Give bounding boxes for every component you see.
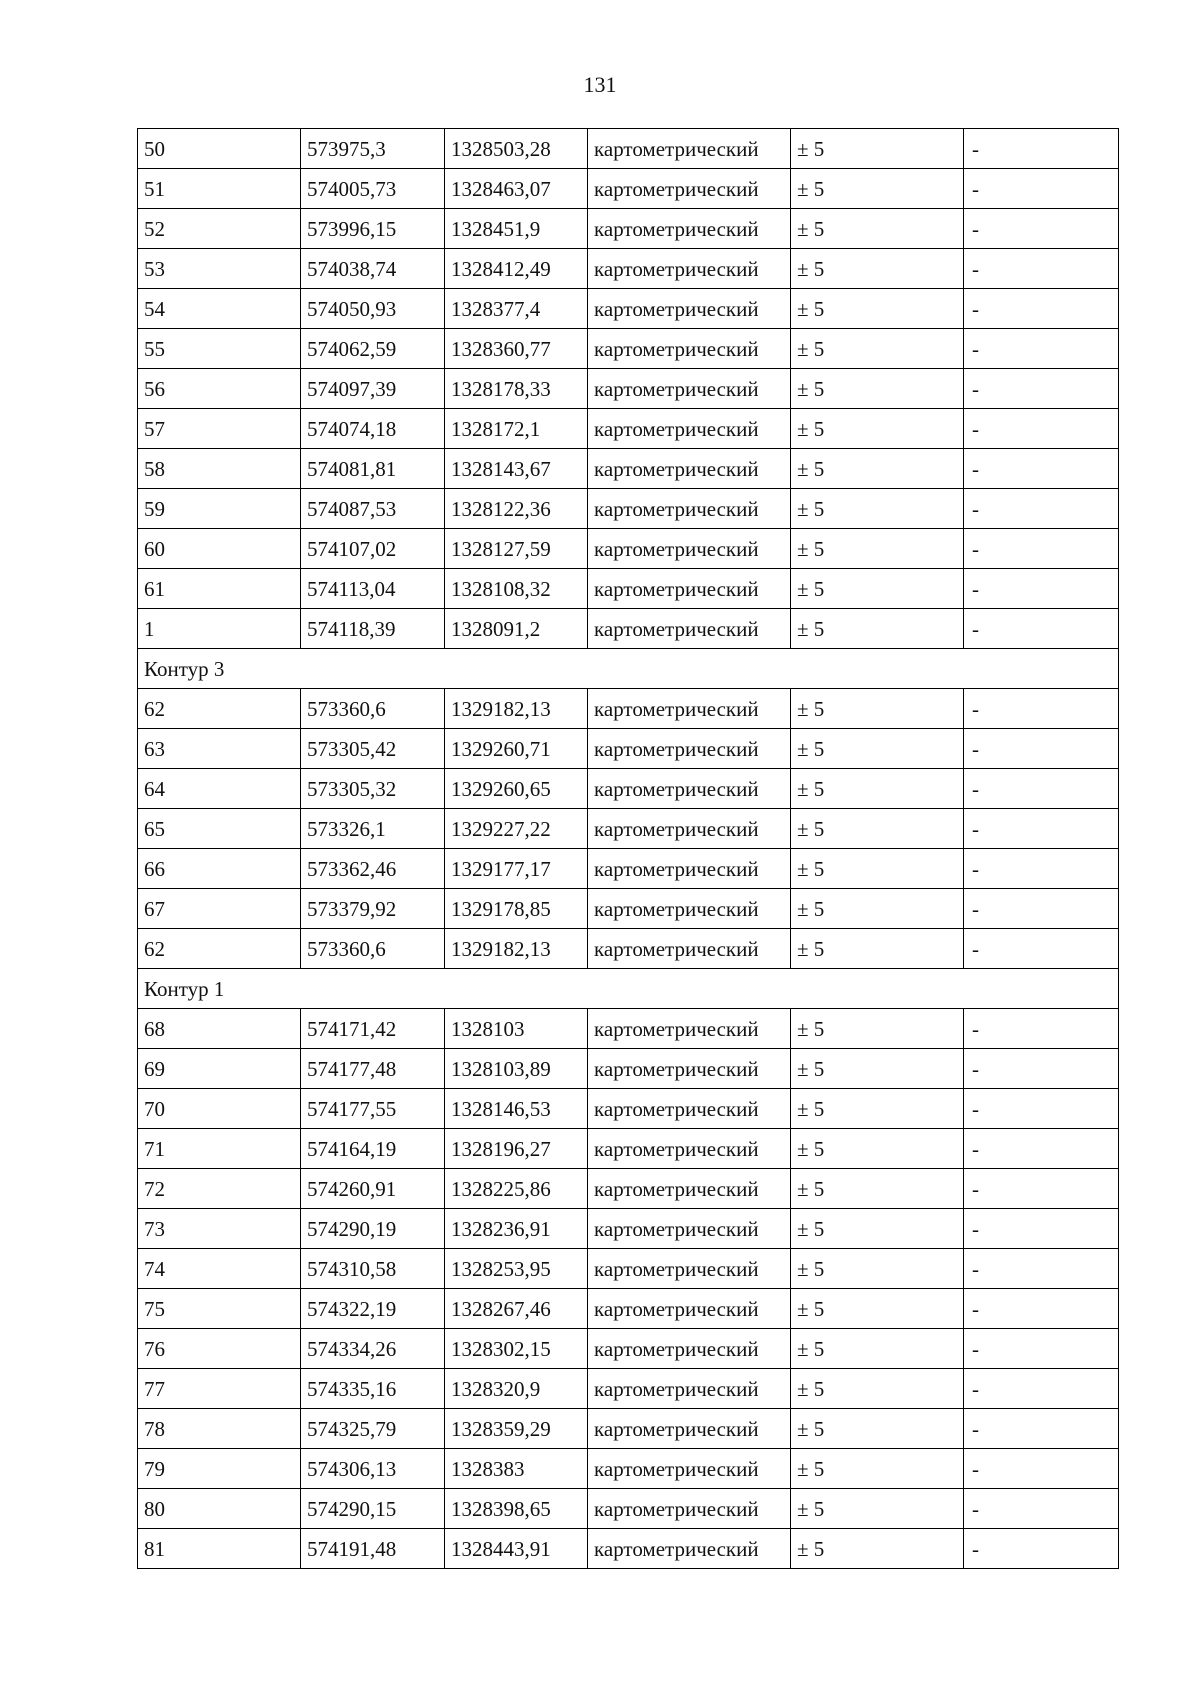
table-row: [138, 369, 1119, 409]
method-cell: картометрический: [588, 369, 791, 409]
y-coordinate-cell: 1328091,2: [445, 609, 588, 649]
table-row: [138, 1369, 1119, 1409]
accuracy-cell: ± 5: [791, 1169, 964, 1209]
table-row: [138, 529, 1119, 569]
y-coordinate-cell: 1328108,32: [445, 569, 588, 609]
x-coordinate-cell: 574260,91: [301, 1169, 445, 1209]
point-number-cell: 73: [138, 1209, 301, 1249]
description-cell: -: [964, 769, 1119, 809]
y-coordinate-cell: 1328172,1: [445, 409, 588, 449]
x-coordinate-cell: 574334,26: [301, 1329, 445, 1369]
method-cell: картометрический: [588, 329, 791, 369]
table-row: [138, 289, 1119, 329]
method-cell: картометрический: [588, 929, 791, 969]
accuracy-cell: ± 5: [791, 1209, 964, 1249]
y-coordinate-cell: 1328103: [445, 1009, 588, 1049]
description-cell: -: [964, 689, 1119, 729]
point-number-cell: 57: [138, 409, 301, 449]
method-cell: картометрический: [588, 849, 791, 889]
y-coordinate-cell: 1328360,77: [445, 329, 588, 369]
point-number-cell: 80: [138, 1489, 301, 1529]
table-row: [138, 1089, 1119, 1129]
point-number-cell: 50: [138, 129, 301, 169]
accuracy-cell: ± 5: [791, 529, 964, 569]
x-coordinate-cell: 574005,73: [301, 169, 445, 209]
table-row: [138, 569, 1119, 609]
accuracy-cell: ± 5: [791, 1129, 964, 1169]
x-coordinate-cell: 574171,42: [301, 1009, 445, 1049]
accuracy-cell: ± 5: [791, 849, 964, 889]
point-number-cell: 63: [138, 729, 301, 769]
accuracy-cell: ± 5: [791, 209, 964, 249]
method-cell: картометрический: [588, 809, 791, 849]
table-row: [138, 1249, 1119, 1289]
method-cell: картометрический: [588, 249, 791, 289]
method-cell: картометрический: [588, 889, 791, 929]
table-row: [138, 409, 1119, 449]
table-row: [138, 769, 1119, 809]
method-cell: картометрический: [588, 689, 791, 729]
point-number-cell: 77: [138, 1369, 301, 1409]
point-number-cell: 60: [138, 529, 301, 569]
accuracy-cell: ± 5: [791, 369, 964, 409]
accuracy-cell: ± 5: [791, 1529, 964, 1569]
method-cell: картометрический: [588, 1089, 791, 1129]
description-cell: -: [964, 329, 1119, 369]
description-cell: -: [964, 809, 1119, 849]
x-coordinate-cell: 574290,15: [301, 1489, 445, 1529]
x-coordinate-cell: 574074,18: [301, 409, 445, 449]
y-coordinate-cell: 1328463,07: [445, 169, 588, 209]
method-cell: картометрический: [588, 1329, 791, 1369]
description-cell: -: [964, 1009, 1119, 1049]
method-cell: картометрический: [588, 169, 791, 209]
accuracy-cell: ± 5: [791, 689, 964, 729]
description-cell: -: [964, 449, 1119, 489]
method-cell: картометрический: [588, 449, 791, 489]
method-cell: картометрический: [588, 1049, 791, 1089]
y-coordinate-cell: 1328443,91: [445, 1529, 588, 1569]
method-cell: картометрический: [588, 1209, 791, 1249]
y-coordinate-cell: 1328412,49: [445, 249, 588, 289]
description-cell: -: [964, 529, 1119, 569]
method-cell: картометрический: [588, 1009, 791, 1049]
y-coordinate-cell: 1328377,4: [445, 289, 588, 329]
y-coordinate-cell: 1328398,65: [445, 1489, 588, 1529]
point-number-cell: 66: [138, 849, 301, 889]
section-row: [138, 969, 1119, 1009]
table-row: [138, 609, 1119, 649]
x-coordinate-cell: 574081,81: [301, 449, 445, 489]
accuracy-cell: ± 5: [791, 169, 964, 209]
point-number-cell: 75: [138, 1289, 301, 1329]
description-cell: -: [964, 1129, 1119, 1169]
method-cell: картометрический: [588, 769, 791, 809]
y-coordinate-cell: 1328236,91: [445, 1209, 588, 1249]
point-number-cell: 76: [138, 1329, 301, 1369]
method-cell: картометрический: [588, 1289, 791, 1329]
point-number-cell: 53: [138, 249, 301, 289]
x-coordinate-cell: 574290,19: [301, 1209, 445, 1249]
description-cell: -: [964, 1169, 1119, 1209]
y-coordinate-cell: 1328253,95: [445, 1249, 588, 1289]
accuracy-cell: ± 5: [791, 1289, 964, 1329]
table-row: [138, 849, 1119, 889]
method-cell: картометрический: [588, 729, 791, 769]
x-coordinate-cell: 573360,6: [301, 689, 445, 729]
x-coordinate-cell: 574113,04: [301, 569, 445, 609]
x-coordinate-cell: 574107,02: [301, 529, 445, 569]
x-coordinate-cell: 574177,48: [301, 1049, 445, 1089]
table-row: [138, 449, 1119, 489]
accuracy-cell: ± 5: [791, 449, 964, 489]
description-cell: -: [964, 1289, 1119, 1329]
accuracy-cell: ± 5: [791, 769, 964, 809]
point-number-cell: 61: [138, 569, 301, 609]
accuracy-cell: ± 5: [791, 1449, 964, 1489]
section-label: Контур 3: [138, 649, 1119, 689]
description-cell: -: [964, 289, 1119, 329]
accuracy-cell: ± 5: [791, 409, 964, 449]
y-coordinate-cell: 1329182,13: [445, 929, 588, 969]
accuracy-cell: ± 5: [791, 569, 964, 609]
table-row: [138, 329, 1119, 369]
method-cell: картометрический: [588, 1409, 791, 1449]
table-row: [138, 929, 1119, 969]
accuracy-cell: ± 5: [791, 889, 964, 929]
y-coordinate-cell: 1328503,28: [445, 129, 588, 169]
accuracy-cell: ± 5: [791, 1089, 964, 1129]
table-row: [138, 1409, 1119, 1449]
table-row: [138, 249, 1119, 289]
table-row: [138, 1289, 1119, 1329]
x-coordinate-cell: 573326,1: [301, 809, 445, 849]
table-row: [138, 889, 1119, 929]
accuracy-cell: ± 5: [791, 809, 964, 849]
table-row: [138, 169, 1119, 209]
y-coordinate-cell: 1328103,89: [445, 1049, 588, 1089]
y-coordinate-cell: 1328196,27: [445, 1129, 588, 1169]
accuracy-cell: ± 5: [791, 929, 964, 969]
table-row: [138, 1449, 1119, 1489]
accuracy-cell: ± 5: [791, 1489, 964, 1529]
x-coordinate-cell: 574306,13: [301, 1449, 445, 1489]
point-number-cell: 67: [138, 889, 301, 929]
point-number-cell: 64: [138, 769, 301, 809]
accuracy-cell: ± 5: [791, 329, 964, 369]
x-coordinate-cell: 573305,42: [301, 729, 445, 769]
method-cell: картометрический: [588, 1249, 791, 1289]
y-coordinate-cell: 1329177,17: [445, 849, 588, 889]
method-cell: картометрический: [588, 569, 791, 609]
coordinates-table-body: [138, 129, 1119, 1569]
description-cell: -: [964, 1049, 1119, 1089]
description-cell: -: [964, 1449, 1119, 1489]
method-cell: картометрический: [588, 1449, 791, 1489]
coordinates-table: [137, 128, 1119, 1569]
page-number: 131: [583, 72, 617, 97]
point-number-cell: 68: [138, 1009, 301, 1049]
y-coordinate-cell: 1328267,46: [445, 1289, 588, 1329]
point-number-cell: 62: [138, 929, 301, 969]
method-cell: картометрический: [588, 609, 791, 649]
table-row: [138, 1049, 1119, 1089]
description-cell: -: [964, 169, 1119, 209]
description-cell: -: [964, 249, 1119, 289]
x-coordinate-cell: 573360,6: [301, 929, 445, 969]
point-number-cell: 79: [138, 1449, 301, 1489]
method-cell: картометрический: [588, 1169, 791, 1209]
table-row: [138, 1009, 1119, 1049]
y-coordinate-cell: 1328225,86: [445, 1169, 588, 1209]
x-coordinate-cell: 574335,16: [301, 1369, 445, 1409]
x-coordinate-cell: 574097,39: [301, 369, 445, 409]
x-coordinate-cell: 574325,79: [301, 1409, 445, 1449]
method-cell: картометрический: [588, 129, 791, 169]
accuracy-cell: ± 5: [791, 1009, 964, 1049]
y-coordinate-cell: 1328359,29: [445, 1409, 588, 1449]
accuracy-cell: ± 5: [791, 609, 964, 649]
description-cell: -: [964, 889, 1119, 929]
method-cell: картометрический: [588, 1369, 791, 1409]
table-row: [138, 809, 1119, 849]
accuracy-cell: ± 5: [791, 249, 964, 289]
point-number-cell: 62: [138, 689, 301, 729]
description-cell: -: [964, 1089, 1119, 1129]
point-number-cell: 52: [138, 209, 301, 249]
description-cell: -: [964, 1249, 1119, 1289]
y-coordinate-cell: 1329260,65: [445, 769, 588, 809]
x-coordinate-cell: 574118,39: [301, 609, 445, 649]
accuracy-cell: ± 5: [791, 1249, 964, 1289]
point-number-cell: 59: [138, 489, 301, 529]
point-number-cell: 72: [138, 1169, 301, 1209]
x-coordinate-cell: 574164,19: [301, 1129, 445, 1169]
point-number-cell: 78: [138, 1409, 301, 1449]
y-coordinate-cell: 1328122,36: [445, 489, 588, 529]
description-cell: -: [964, 849, 1119, 889]
accuracy-cell: ± 5: [791, 289, 964, 329]
point-number-cell: 74: [138, 1249, 301, 1289]
table-row: [138, 1169, 1119, 1209]
method-cell: картометрический: [588, 409, 791, 449]
description-cell: -: [964, 569, 1119, 609]
point-number-cell: 51: [138, 169, 301, 209]
x-coordinate-cell: 573305,32: [301, 769, 445, 809]
x-coordinate-cell: 574322,19: [301, 1289, 445, 1329]
point-number-cell: 81: [138, 1529, 301, 1569]
description-cell: -: [964, 489, 1119, 529]
point-number-cell: 56: [138, 369, 301, 409]
point-number-cell: 55: [138, 329, 301, 369]
point-number-cell: 1: [138, 609, 301, 649]
x-coordinate-cell: 574191,48: [301, 1529, 445, 1569]
method-cell: картометрический: [588, 489, 791, 529]
x-coordinate-cell: 574310,58: [301, 1249, 445, 1289]
x-coordinate-cell: 574177,55: [301, 1089, 445, 1129]
x-coordinate-cell: 573975,3: [301, 129, 445, 169]
x-coordinate-cell: 573362,46: [301, 849, 445, 889]
y-coordinate-cell: 1329227,22: [445, 809, 588, 849]
y-coordinate-cell: 1328451,9: [445, 209, 588, 249]
section-row: [138, 649, 1119, 689]
description-cell: -: [964, 1409, 1119, 1449]
description-cell: -: [964, 729, 1119, 769]
x-coordinate-cell: 574038,74: [301, 249, 445, 289]
point-number-cell: 58: [138, 449, 301, 489]
x-coordinate-cell: 574050,93: [301, 289, 445, 329]
y-coordinate-cell: 1328146,53: [445, 1089, 588, 1129]
accuracy-cell: ± 5: [791, 1049, 964, 1089]
accuracy-cell: ± 5: [791, 129, 964, 169]
y-coordinate-cell: 1328143,67: [445, 449, 588, 489]
y-coordinate-cell: 1328383: [445, 1449, 588, 1489]
accuracy-cell: ± 5: [791, 1409, 964, 1449]
method-cell: картометрический: [588, 1529, 791, 1569]
x-coordinate-cell: 573996,15: [301, 209, 445, 249]
accuracy-cell: ± 5: [791, 1329, 964, 1369]
point-number-cell: 65: [138, 809, 301, 849]
description-cell: -: [964, 1209, 1119, 1249]
description-cell: -: [964, 209, 1119, 249]
method-cell: картометрический: [588, 1489, 791, 1529]
x-coordinate-cell: 574062,59: [301, 329, 445, 369]
table-row: [138, 729, 1119, 769]
table-row: [138, 209, 1119, 249]
method-cell: картометрический: [588, 529, 791, 569]
point-number-cell: 71: [138, 1129, 301, 1169]
table-row: [138, 1489, 1119, 1529]
description-cell: -: [964, 129, 1119, 169]
description-cell: -: [964, 929, 1119, 969]
y-coordinate-cell: 1328127,59: [445, 529, 588, 569]
accuracy-cell: ± 5: [791, 489, 964, 529]
method-cell: картометрический: [588, 289, 791, 329]
y-coordinate-cell: 1329182,13: [445, 689, 588, 729]
method-cell: картометрический: [588, 209, 791, 249]
x-coordinate-cell: 573379,92: [301, 889, 445, 929]
method-cell: картометрический: [588, 1129, 791, 1169]
description-cell: -: [964, 609, 1119, 649]
table-row: [138, 1329, 1119, 1369]
accuracy-cell: ± 5: [791, 729, 964, 769]
y-coordinate-cell: 1329178,85: [445, 889, 588, 929]
table-row: [138, 129, 1119, 169]
point-number-cell: 70: [138, 1089, 301, 1129]
description-cell: -: [964, 1369, 1119, 1409]
y-coordinate-cell: 1329260,71: [445, 729, 588, 769]
x-coordinate-cell: 574087,53: [301, 489, 445, 529]
description-cell: -: [964, 1529, 1119, 1569]
y-coordinate-cell: 1328320,9: [445, 1369, 588, 1409]
description-cell: -: [964, 409, 1119, 449]
y-coordinate-cell: 1328178,33: [445, 369, 588, 409]
table-row: [138, 1529, 1119, 1569]
table-row: [138, 1129, 1119, 1169]
table-row: [138, 489, 1119, 529]
table-row: [138, 1209, 1119, 1249]
point-number-cell: 69: [138, 1049, 301, 1089]
y-coordinate-cell: 1328302,15: [445, 1329, 588, 1369]
description-cell: -: [964, 1329, 1119, 1369]
table-row: [138, 689, 1119, 729]
description-cell: -: [964, 369, 1119, 409]
accuracy-cell: ± 5: [791, 1369, 964, 1409]
section-label: Контур 1: [138, 969, 1119, 1009]
description-cell: -: [964, 1489, 1119, 1529]
point-number-cell: 54: [138, 289, 301, 329]
